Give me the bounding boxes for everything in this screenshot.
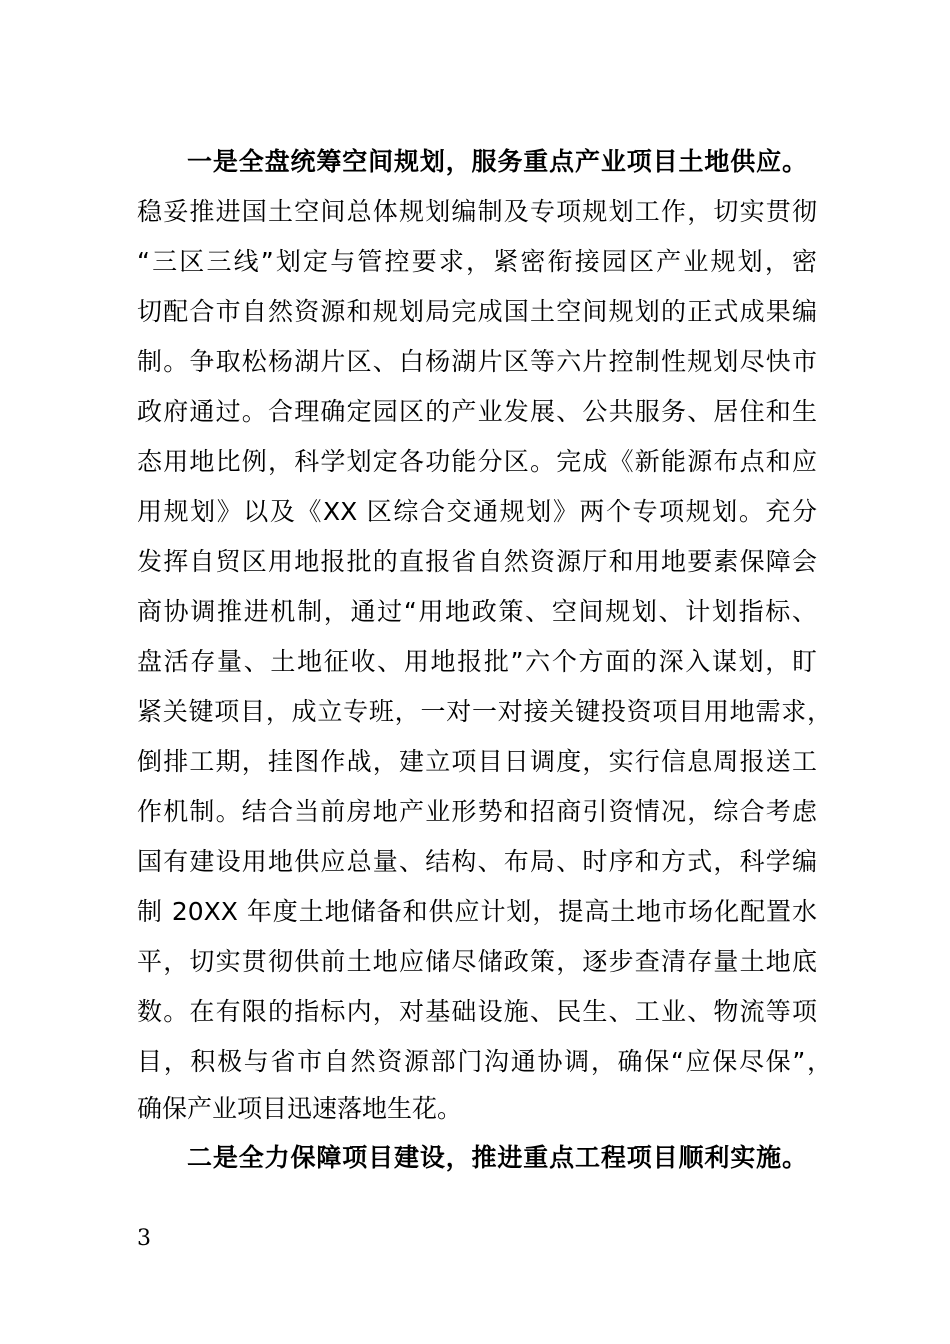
paragraph-line: 制。争取松杨湖片区、白杨湖片区等六片控制性规划尽快市 [137,347,817,376]
paragraph-line: 切配合市自然资源和规划局完成国土空间规划的正式成果编 [137,297,817,326]
paragraph-line: 倒排工期，挂图作战，建立项目日调度，实行信息周报送工 [137,747,817,776]
paragraph-line: 发挥自贸区用地报批的直报省自然资源厅和用地要素保障会 [137,547,817,576]
paragraph-line: 紧关键项目，成立专班，一对一对接关键投资项目用地需求， [137,697,832,726]
paragraph-line: “三区三线”划定与管控要求，紧密衔接园区产业规划，密 [137,247,817,276]
paragraph-line: 作机制。结合当前房地产业形势和招商引资情况，综合考虑 [137,797,817,826]
paragraph-line: 政府通过。合理确定园区的产业发展、公共服务、居住和生 [137,397,817,426]
paragraph-line: 稳妥推进国土空间总体规划编制及专项规划工作，切实贯彻 [137,197,817,226]
paragraph-line: 确保产业项目迅速落地生花。 [137,1094,463,1123]
paragraph-line: 平，切实贯彻供前土地应储尽储政策，逐步查清存量土地底 [137,947,817,976]
paragraph-line: 数。在有限的指标内，对基础设施、民生、工业、物流等项 [137,997,817,1026]
paragraph-line: 制 20XX 年度土地储备和供应计划，提高土地市场化配置水 [137,897,817,926]
paragraph-line: 盘活存量、土地征收、用地报批”六个方面的深入谋划，盯 [137,647,817,676]
paragraph-line: 用规划》以及《XX 区综合交通规划》两个专项规划。充分 [137,497,817,526]
page-number: 3 [137,1226,151,1251]
paragraph-line: 态用地比例，科学划定各功能分区。完成《新能源布点和应 [137,447,817,476]
paragraph-line: 商协调推进机制，通过“用地政策、空间规划、计划指标、 [137,597,817,626]
section-heading-2: 二是全力保障项目建设，推进重点工程项目顺利实施。 [187,1143,807,1172]
section-heading-1: 一是全盘统筹空间规划，服务重点产业项目土地供应。 [187,147,807,176]
paragraph-line: 国有建设用地供应总量、结构、布局、时序和方式，科学编 [137,847,817,876]
paragraph-line: 目，积极与省市自然资源部门沟通协调，确保“应保尽保”， [137,1047,832,1076]
